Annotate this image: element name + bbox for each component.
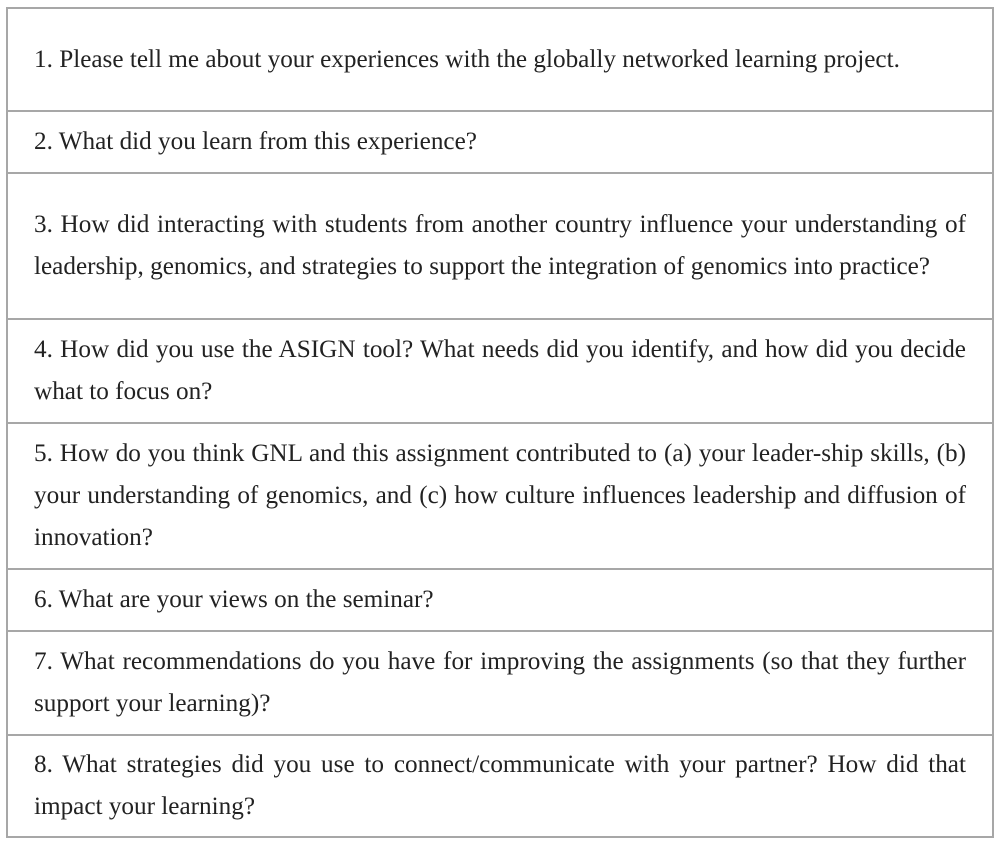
question-6-text: 6. What are your views on the seminar? [34, 586, 434, 613]
question-2-text: 2. What did you learn from this experience? [34, 128, 477, 155]
table-row [8, 570, 992, 632]
table-row [8, 632, 992, 736]
question-8-text: 8. What strategies did you use to connect/communicate with your partner? How did that impact your learning? [34, 751, 966, 820]
question-5-text: 5. How do you think GNL and this assignment contributed to (a) your leader-ship skills, (b) your understanding of genomics, and (c) how culture influences leadership and diffusion of innovation? [34, 440, 966, 551]
table-row [8, 112, 992, 174]
table-row [8, 736, 992, 838]
table-row [8, 174, 992, 320]
interview-questions-table [6, 7, 994, 838]
table-row [8, 424, 992, 570]
table-row [8, 9, 992, 112]
question-1-text: 1. Please tell me about your experiences with the globally networked learning project. [34, 45, 900, 73]
question-7-text: 7. What recommendations do you have for improving the assignments (so that they further support your learning)? [34, 648, 966, 717]
question-3-text: 3. How did interacting with students from another country influence your understanding of leadership, genomics, and strategies to support the integration of genomics into practice? [34, 211, 966, 280]
table-row [8, 320, 992, 424]
question-4-text: 4. How did you use the ASIGN tool? What needs did you identify, and how did you decide what to focus on? [34, 336, 966, 405]
